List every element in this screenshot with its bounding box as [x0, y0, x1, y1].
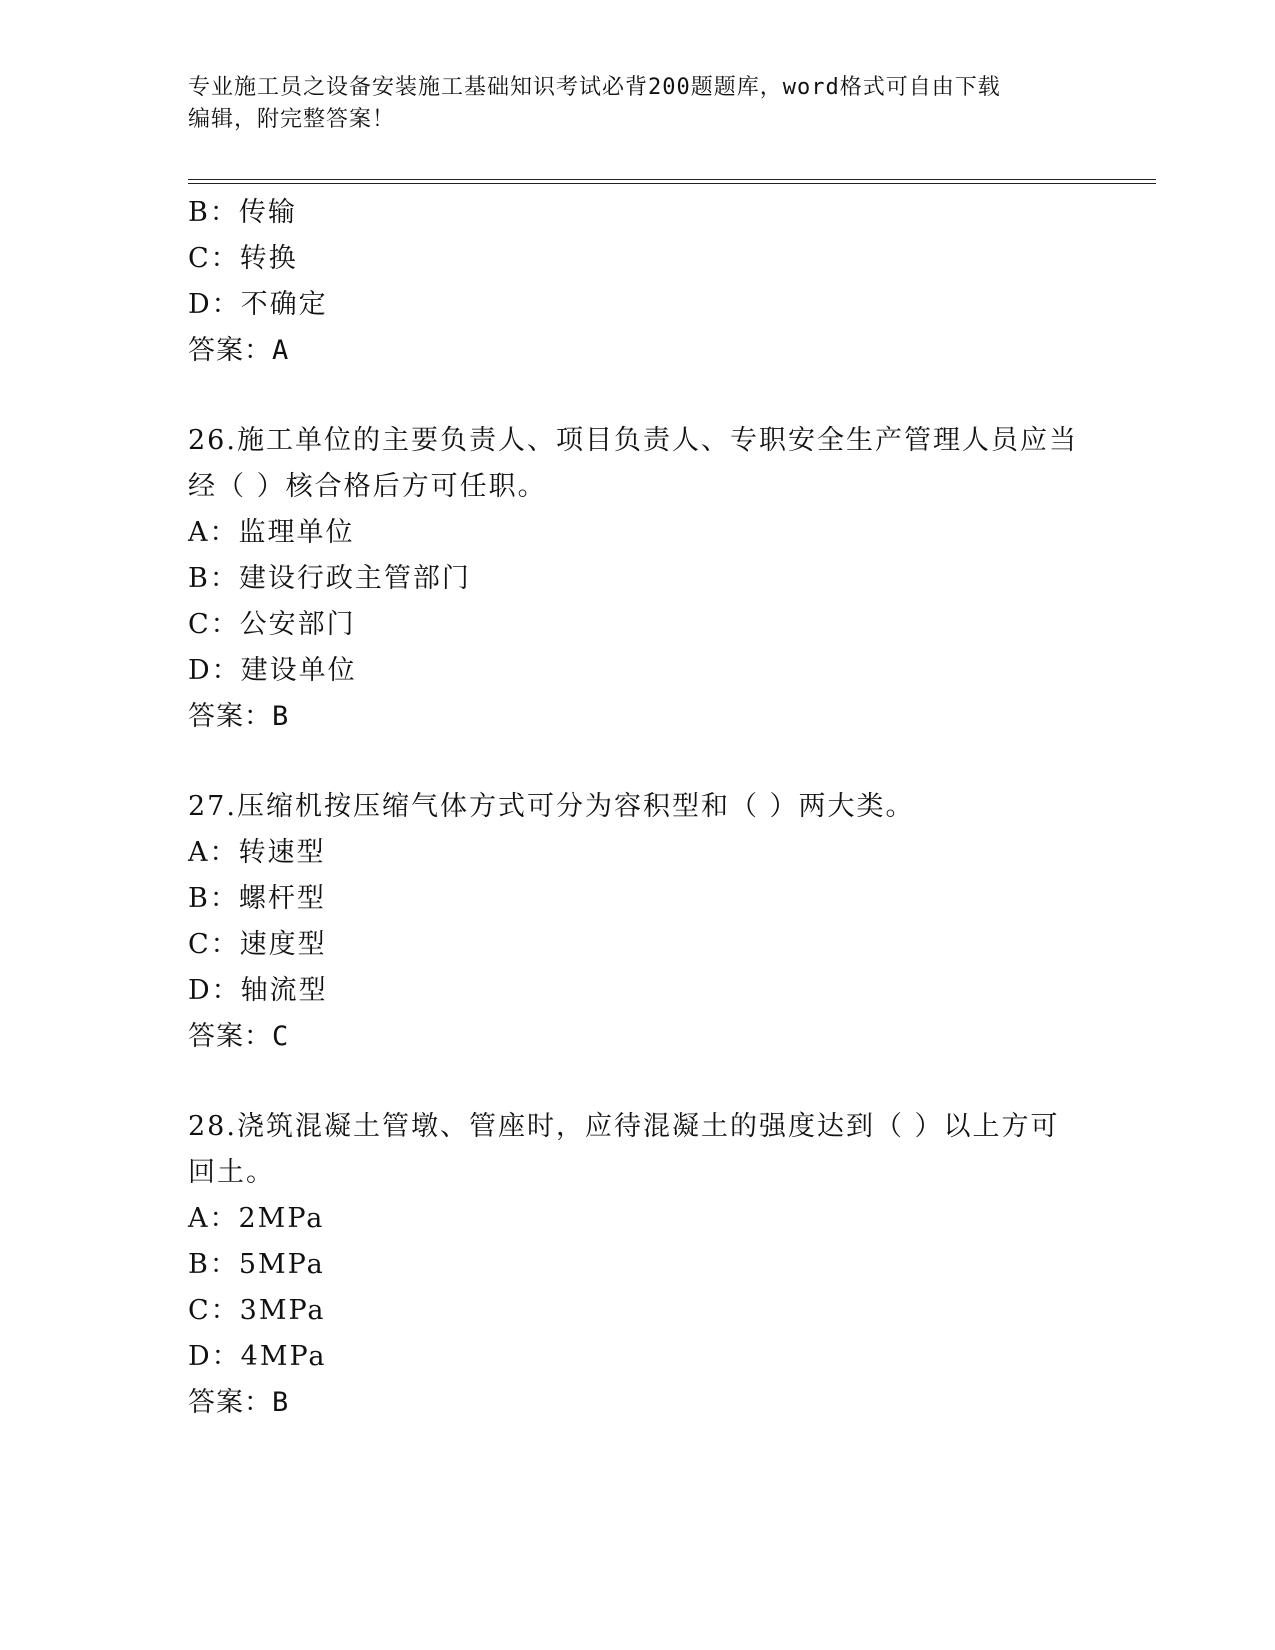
question-stem-line: 经（ ）核合格后方可任职。: [188, 471, 547, 502]
question-stem-line: 26.施工单位的主要负责人、项目负责人、专职安全生产管理人员应当: [188, 425, 1078, 456]
option-d: D：轴流型: [188, 975, 328, 1006]
option-d: D：不确定: [188, 289, 328, 320]
question-stem-line: 28.浇筑混凝土管墩、管座时，应待混凝土的强度达到（ ）以上方可: [188, 1111, 1060, 1142]
document-header: [188, 72, 1068, 136]
option-c: C：转换: [188, 243, 298, 274]
option-b: B：建设行政主管部门: [188, 563, 471, 594]
spacer: [188, 1060, 1088, 1104]
option-a: A：2MPa: [188, 1203, 325, 1234]
question-list: [188, 190, 1088, 1426]
option-b: B：传输: [188, 197, 297, 228]
answer-line: 答案：B: [188, 1387, 290, 1418]
option-b: B：5MPa: [188, 1249, 325, 1280]
prev-question-block: [188, 190, 1088, 374]
option-a: A：转速型: [188, 837, 326, 868]
header-divider-top: [188, 179, 1156, 180]
header-divider-bottom: [188, 183, 1156, 184]
question-stem-line: 27.压缩机按压缩气体方式可分为容积型和（ ）两大类。: [188, 791, 915, 822]
question-26: [188, 418, 1088, 740]
question-stem-line: 回土。: [188, 1157, 275, 1188]
answer-line: 答案：C: [188, 1021, 290, 1052]
option-d: D：4MPa: [188, 1341, 327, 1372]
option-c: C：速度型: [188, 929, 327, 960]
spacer: [188, 374, 1088, 418]
option-a: A：监理单位: [188, 517, 355, 548]
spacer: [188, 740, 1088, 784]
question-27: [188, 784, 1088, 1060]
option-d: D：建设单位: [188, 655, 357, 686]
answer-line: 答案：B: [188, 701, 290, 732]
option-b: B：螺杆型: [188, 883, 326, 914]
header-line-1: 专业施工员之设备安装施工基础知识考试必背200题题库，word格式可自由下载: [188, 75, 1001, 100]
answer-line: 答案：A: [188, 335, 290, 366]
option-c: C：3MPa: [188, 1295, 326, 1326]
header-line-2: 编辑，附完整答案！: [188, 107, 396, 132]
question-28: [188, 1104, 1088, 1426]
option-c: C：公安部门: [188, 609, 356, 640]
